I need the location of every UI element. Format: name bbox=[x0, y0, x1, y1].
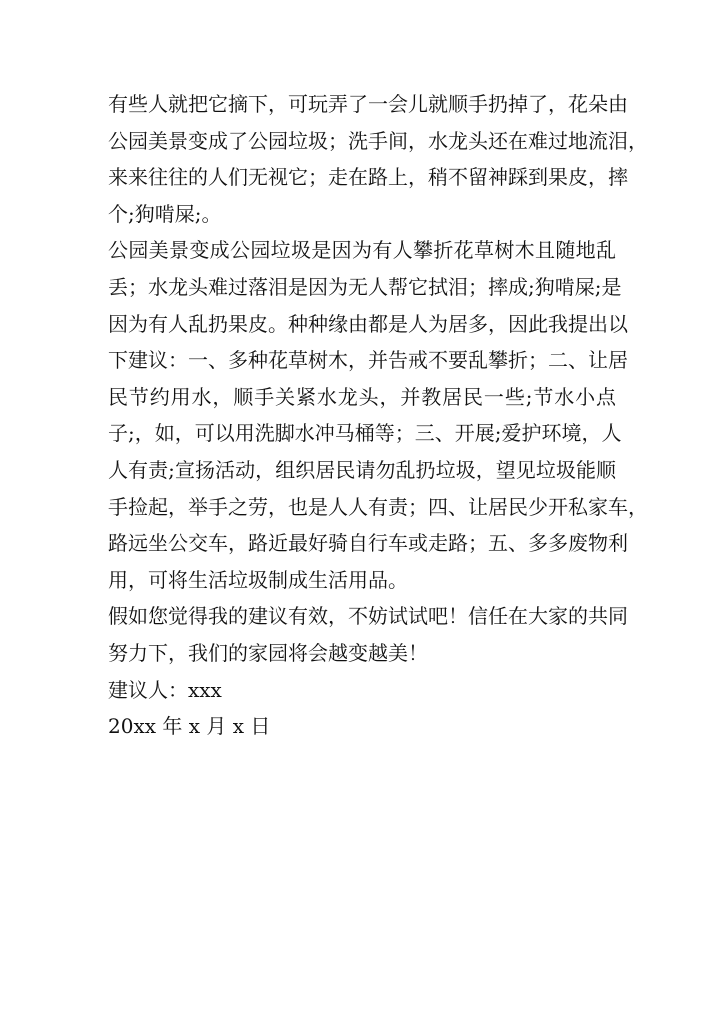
text-line: 来来往往的人们无视它；走在路上，稍不留神踩到果皮，摔 bbox=[108, 165, 628, 190]
text-line: 假如您觉得我的建议有效，不妨试试吧！信任在大家的共同 bbox=[108, 604, 628, 629]
text-line: 因为有人乱扔果皮。种种缘由都是人为居多，因此我提出以 bbox=[108, 311, 628, 336]
paragraph-3 bbox=[108, 598, 628, 671]
text-line: 路远坐公交车，路近最好骑自行车或走路；五、多多废物利 bbox=[108, 531, 628, 556]
document-body bbox=[108, 86, 648, 745]
text-line: 子;，如，可以用洗脚水冲马桶等；三、开展;爱护环境，人 bbox=[108, 421, 622, 446]
text-line: 人有责;宣扬活动，组织居民请勿乱扔垃圾，望见垃圾能顺 bbox=[108, 457, 616, 482]
document-date: 20xx 年 x 月 x 日 bbox=[108, 714, 271, 739]
text-line: 丢；水龙头难过落泪是因为无人帮它拭泪；摔成;狗啃屎;是 bbox=[108, 274, 622, 299]
date-line bbox=[108, 708, 616, 745]
text-line: 有些人就把它摘下，可玩弄了一会儿就顺手扔掉了，花朵由 bbox=[108, 92, 628, 116]
text-line: 公园美景变成公园垃圾是因为有人攀折花草树木且随地乱 bbox=[108, 238, 616, 263]
signature-line bbox=[108, 672, 616, 709]
text-line: 手捡起，举手之劳，也是人人有责；四、让居民少开私家车， bbox=[108, 494, 648, 519]
text-line: 努力下，我们的家园将会越变越美！ bbox=[108, 640, 428, 665]
text-line: 用，可将生活垃圾制成生活用品。 bbox=[108, 567, 408, 592]
paragraph-1 bbox=[108, 86, 648, 232]
paragraph-2 bbox=[108, 232, 648, 598]
proposer-signature: 建议人：xxx bbox=[108, 677, 222, 702]
text-line: 民节约用水，顺手关紧水龙头，并教居民一些;节水小点 bbox=[108, 384, 616, 409]
text-line: 公园美景变成了公园垃圾；洗手间，水龙头还在难过地流泪， bbox=[108, 128, 648, 153]
text-line: 下建议：一、多种花草树木，并告戒不要乱攀折；二、让居 bbox=[108, 348, 628, 373]
text-line: 个;狗啃屎;。 bbox=[108, 201, 222, 226]
